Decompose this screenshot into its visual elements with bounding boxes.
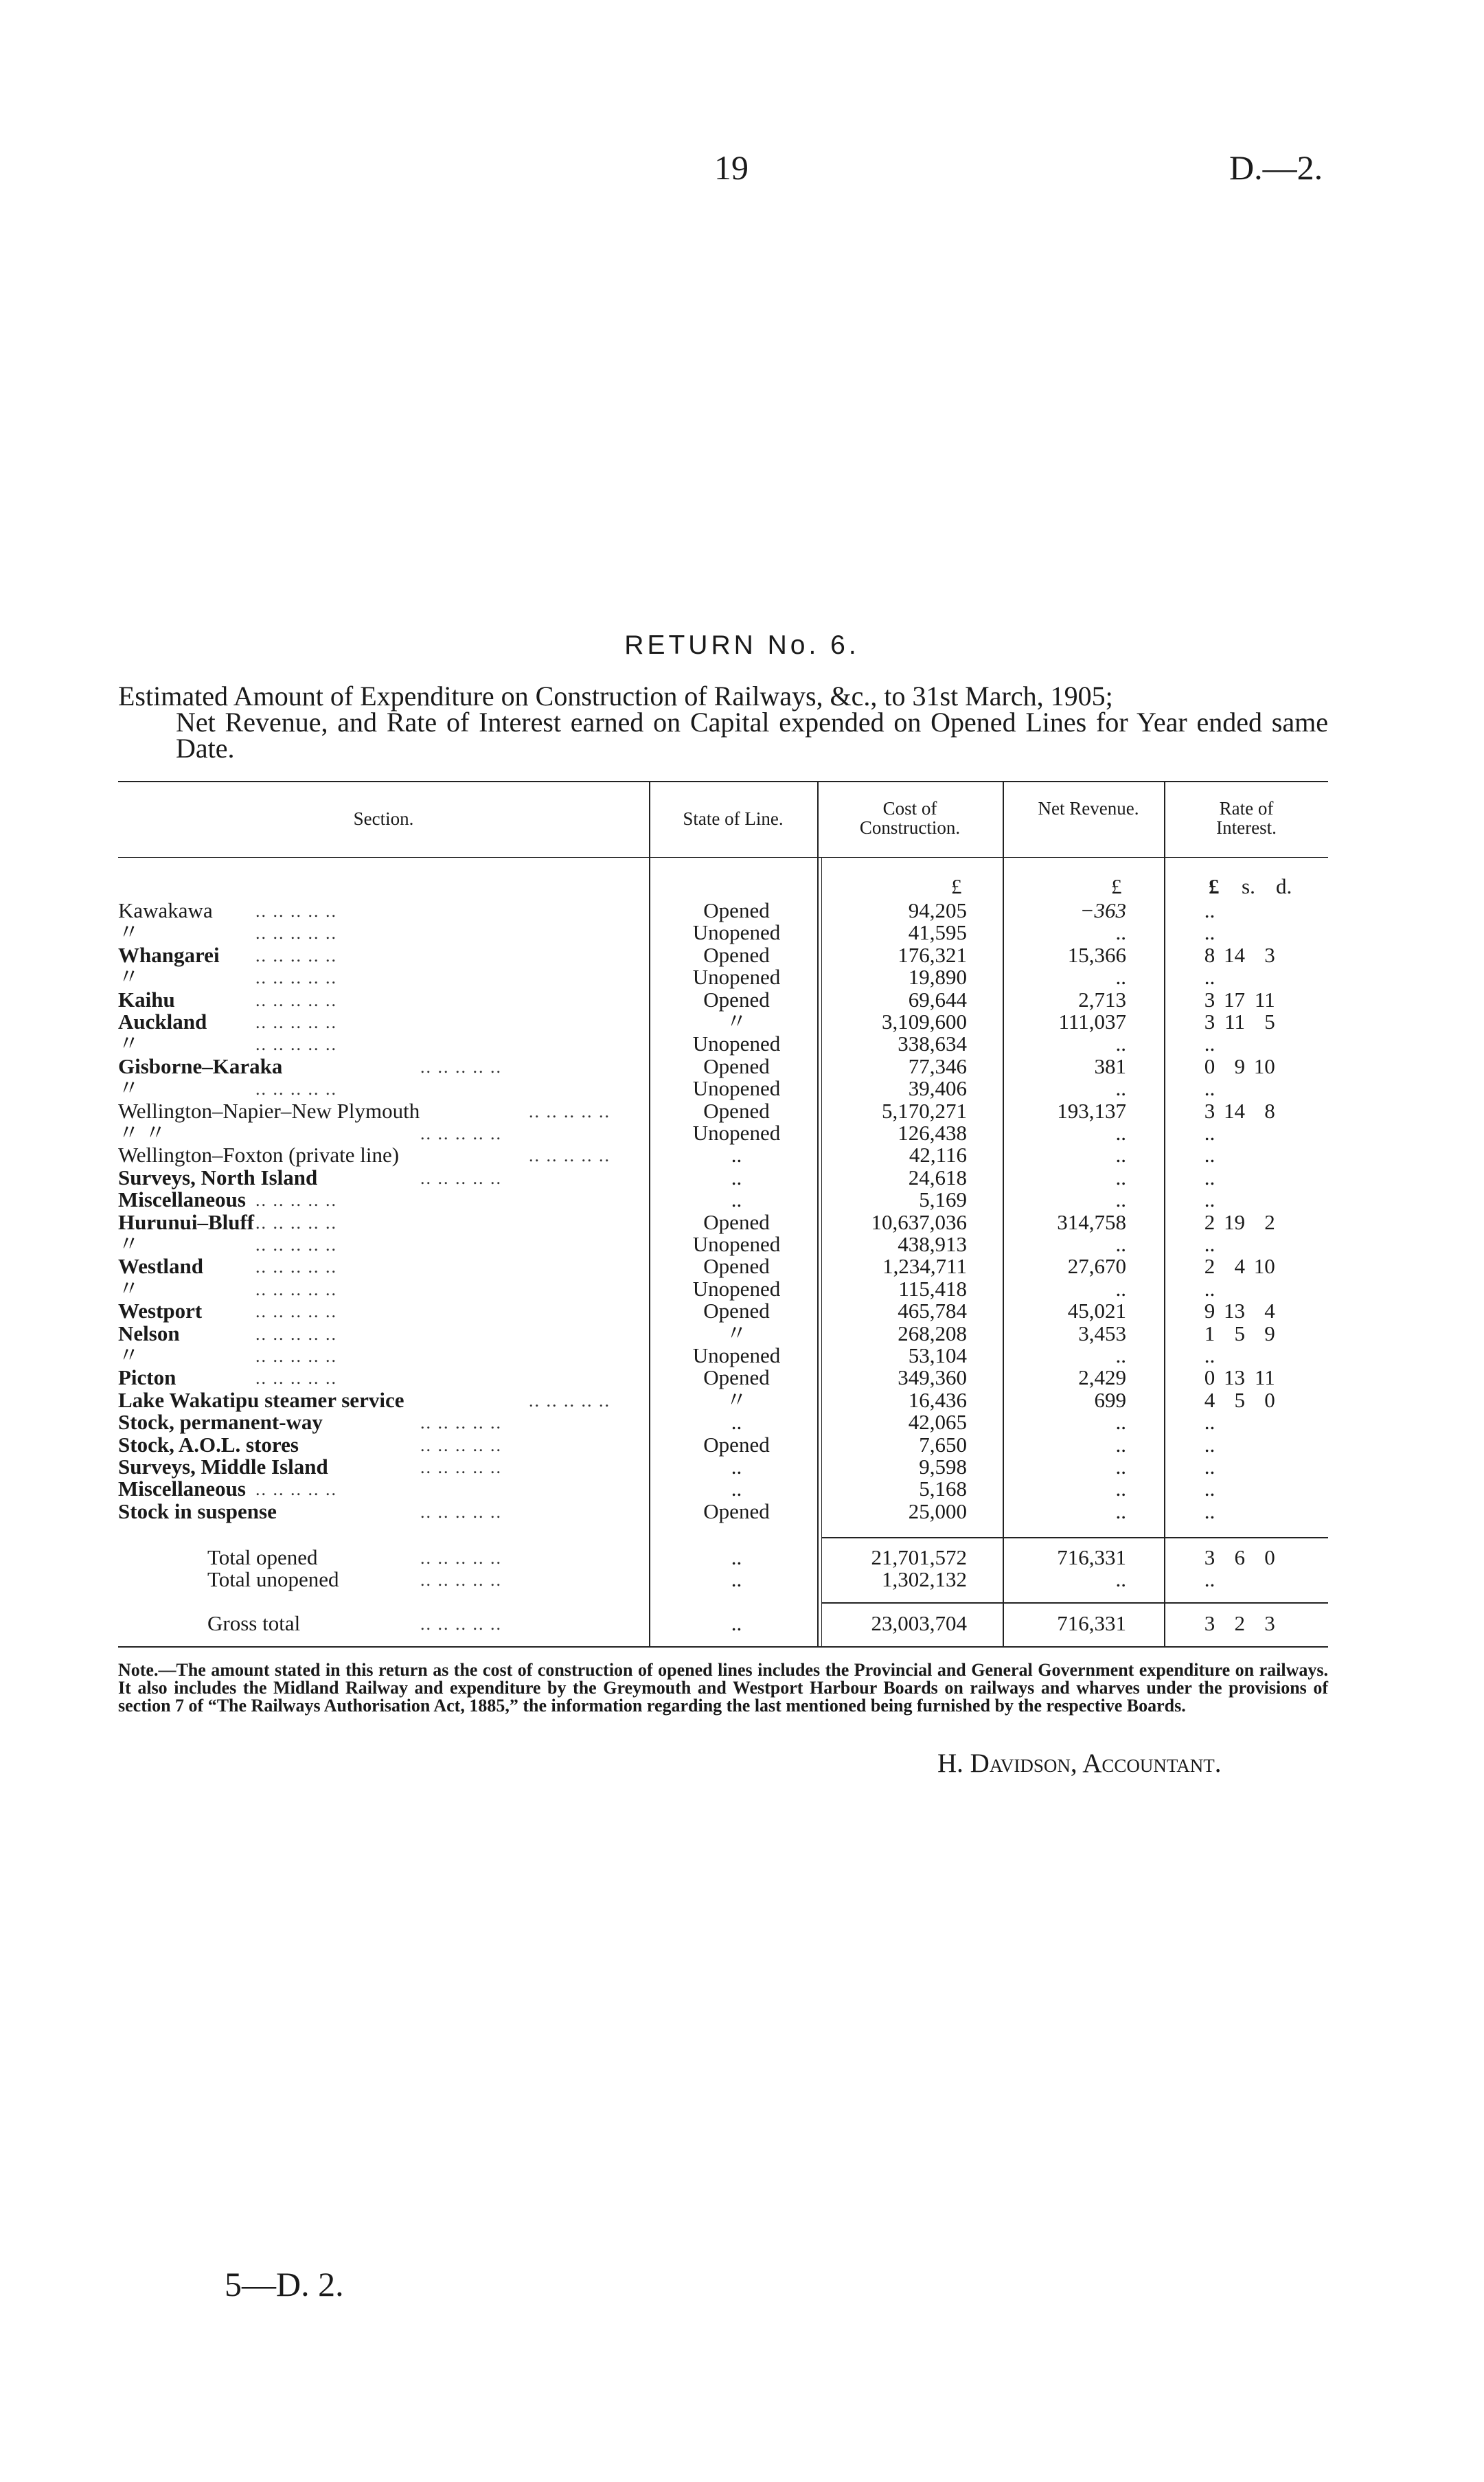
rate-pounds: .. xyxy=(1204,1567,1215,1591)
table-header-bottom-rule xyxy=(118,857,1328,858)
dot-leaders: .. .. .. .. .. xyxy=(255,1324,337,1344)
rate-pence: 4 xyxy=(1264,1299,1275,1323)
rate-pounds: 4 xyxy=(1204,1388,1215,1412)
unit-revenue: £ xyxy=(1111,874,1122,898)
table-row-3-state: Unopened xyxy=(692,965,781,989)
rate-pence: 9 xyxy=(1264,1321,1275,1345)
table-row-26-rate xyxy=(1164,1478,1301,1500)
table-row-25-state: .. xyxy=(731,1455,742,1479)
dot-leaders: .. .. .. .. .. xyxy=(255,1346,337,1366)
table-row-20-cost: 53,104 xyxy=(908,1343,967,1367)
rate-shillings: 2 xyxy=(1234,1611,1245,1635)
table-row-9-section: Wellington–Napier–New Plymouth xyxy=(118,1099,420,1123)
table-row-0-cost: 94,205 xyxy=(908,898,967,922)
rate-pounds: .. xyxy=(1204,965,1215,989)
dot-leaders: .. .. .. .. .. xyxy=(255,1012,337,1032)
totals-row-2-revenue: 716,331 xyxy=(1057,1611,1126,1635)
table-row-17-revenue: .. xyxy=(1115,1277,1126,1301)
dot-leaders: .. .. .. .. .. xyxy=(255,946,337,966)
rate-pounds: .. xyxy=(1204,920,1215,944)
rate-pounds: .. xyxy=(1204,1165,1215,1189)
table-row-18-cost: 465,784 xyxy=(898,1299,967,1323)
rate-pounds: 2 xyxy=(1204,1210,1215,1234)
table-row-16-state: Opened xyxy=(703,1254,770,1278)
table-row-0-state: Opened xyxy=(703,898,770,922)
rate-pounds: .. xyxy=(1204,1187,1215,1211)
note: Note.—The amount stated in this return as the cost of construction of opened lines includes the Provincial and General Government expenditure on railways. It also includes the Midland Railway and expenditure by the Greymouth and Westport Harbour Boards on railways and wharves under the provisions of section 7 of “The Railways Authorisation Act, 1885,” the information regarding the last mentioned being furnished by the respective Boards. xyxy=(118,1660,1328,1716)
rate-pence: 11 xyxy=(1254,1365,1275,1389)
totals-row-0-rate xyxy=(1164,1547,1301,1569)
table-row-14-rate xyxy=(1164,1211,1301,1233)
table-row-5-revenue: 111,037 xyxy=(1058,1010,1126,1034)
table-row-10-cost: 126,438 xyxy=(898,1121,967,1145)
dot-leaders: .. .. .. .. .. xyxy=(420,1502,502,1522)
dot-leaders: .. .. .. .. .. xyxy=(420,1435,502,1455)
table-row-18-section: Westport xyxy=(118,1299,203,1323)
table-row-13-rate xyxy=(1164,1189,1301,1211)
unit-rate-shillings: s. xyxy=(1242,874,1255,898)
table-row-27-state: Opened xyxy=(703,1499,770,1523)
table-row-2-rate xyxy=(1164,944,1301,966)
table-row-27-rate xyxy=(1164,1501,1301,1523)
header-state: State of Line. xyxy=(683,808,784,829)
table-row-12-state: .. xyxy=(731,1165,742,1189)
signature: H. Davidson, Accountant. xyxy=(937,1749,1222,1778)
rate-shillings: 11 xyxy=(1224,1010,1245,1034)
table-row-27-cost: 25,000 xyxy=(908,1499,967,1523)
table-row-21-rate xyxy=(1164,1367,1301,1389)
table-row-11-revenue: .. xyxy=(1115,1143,1126,1167)
table-row-9-state: Opened xyxy=(703,1099,770,1123)
header-rate: Rate of Interest. xyxy=(1216,798,1277,838)
table-row-0-rate xyxy=(1164,900,1301,922)
rate-shillings: 17 xyxy=(1224,988,1245,1012)
table-row-22-section: Lake Wakatipu steamer service xyxy=(118,1388,404,1412)
table-row-3-cost: 19,890 xyxy=(908,965,967,989)
table-row-13-state: .. xyxy=(731,1187,742,1211)
gross-total-rule xyxy=(821,1602,1328,1604)
table-row-16-rate xyxy=(1164,1255,1301,1277)
table-row-19-state: 〃 xyxy=(726,1321,747,1345)
header-cost: Cost of Construction. xyxy=(859,798,961,838)
table-row-20-rate xyxy=(1164,1345,1301,1367)
rate-pounds: 3 xyxy=(1204,988,1215,1012)
table-row-19-rate xyxy=(1164,1323,1301,1345)
table-row-7-section: Gisborne–Karaka xyxy=(118,1054,283,1078)
rate-pence: 3 xyxy=(1264,1611,1275,1635)
table-row-22-cost: 16,436 xyxy=(908,1388,967,1412)
table-row-6-revenue: .. xyxy=(1115,1032,1126,1056)
dot-leaders: .. .. .. .. .. xyxy=(255,1279,337,1299)
table-row-6-cost: 338,634 xyxy=(898,1032,967,1056)
table-row-1-section: 〃 xyxy=(118,920,139,944)
table-row-13-revenue: .. xyxy=(1115,1187,1126,1211)
rate-pounds: 2 xyxy=(1204,1254,1215,1278)
rate-pence: 8 xyxy=(1264,1099,1275,1123)
rate-pounds: 3 xyxy=(1204,1545,1215,1569)
table-row-24-section: Stock, A.O.L. stores xyxy=(118,1433,299,1457)
table-row-23-revenue: .. xyxy=(1115,1410,1126,1434)
table-row-5-section: Auckland xyxy=(118,1010,207,1034)
rate-shillings: 6 xyxy=(1234,1545,1245,1569)
rate-pounds: 8 xyxy=(1204,943,1215,967)
table-row-18-rate xyxy=(1164,1300,1301,1322)
table-row-4-state: Opened xyxy=(703,988,770,1012)
return-heading xyxy=(118,683,1328,762)
table-row-5-state: 〃 xyxy=(726,1010,747,1034)
table-row-14-revenue: 314,758 xyxy=(1057,1210,1126,1234)
table-row-12-revenue: .. xyxy=(1115,1165,1126,1189)
rate-pounds: .. xyxy=(1204,1143,1215,1167)
table-row-13-cost: 5,169 xyxy=(919,1187,967,1211)
rate-pounds: 0 xyxy=(1204,1365,1215,1389)
dot-leaders: .. .. .. .. .. xyxy=(255,968,337,988)
table-row-20-section: 〃 xyxy=(118,1343,139,1367)
table-row-26-section: Miscellaneous xyxy=(118,1477,246,1501)
rate-pence: 10 xyxy=(1253,1054,1275,1078)
table-row-24-cost: 7,650 xyxy=(919,1433,967,1457)
rate-shillings: 4 xyxy=(1234,1254,1245,1278)
dot-leaders: .. .. .. .. .. xyxy=(255,990,337,1010)
table-row-12-cost: 24,618 xyxy=(908,1165,967,1189)
table-row-14-section: Hurunui–Bluff xyxy=(118,1210,255,1234)
table-bottom-rule xyxy=(118,1646,1328,1648)
table-row-7-rate xyxy=(1164,1056,1301,1078)
table-row-27-revenue: .. xyxy=(1115,1499,1126,1523)
table-row-21-cost: 349,360 xyxy=(898,1365,967,1389)
dot-leaders: .. .. .. .. .. xyxy=(420,1614,502,1634)
table-row-4-revenue: 2,713 xyxy=(1078,988,1126,1012)
footer-reference: 5—D. 2. xyxy=(225,2265,344,2303)
table-row-7-state: Opened xyxy=(703,1054,770,1078)
table-row-19-section: Nelson xyxy=(118,1321,180,1345)
table-row-19-revenue: 3,453 xyxy=(1078,1321,1126,1345)
dot-leaders: .. .. .. .. .. xyxy=(420,1570,502,1590)
dot-leaders: .. .. .. .. .. xyxy=(420,1168,502,1188)
dot-leaders: .. .. .. .. .. xyxy=(420,1548,502,1568)
table-row-6-section: 〃 xyxy=(118,1032,139,1056)
totals-row-1-rate xyxy=(1164,1569,1301,1591)
table-row-12-rate xyxy=(1164,1167,1301,1189)
table-row-15-rate xyxy=(1164,1233,1301,1255)
heading-first-line: Estimated Amount of Expenditure on Construction of Railways, &c., to 31st March, 1905; xyxy=(118,681,1113,711)
table-row-1-revenue: .. xyxy=(1115,920,1126,944)
rate-pounds: 0 xyxy=(1204,1054,1215,1078)
table-row-10-rate xyxy=(1164,1122,1301,1144)
table-row-19-cost: 268,208 xyxy=(898,1321,967,1345)
rate-pounds: 1 xyxy=(1204,1321,1215,1345)
table-row-17-rate xyxy=(1164,1278,1301,1300)
table-row-27-section: Stock in suspense xyxy=(118,1499,277,1523)
rate-pounds: .. xyxy=(1204,1410,1215,1434)
table-row-6-state: Unopened xyxy=(692,1032,781,1056)
table-row-2-cost: 176,321 xyxy=(898,943,967,967)
table-row-17-state: Unopened xyxy=(692,1277,781,1301)
rate-pence: 10 xyxy=(1253,1254,1275,1278)
rate-shillings: 5 xyxy=(1234,1388,1245,1412)
table-row-11-rate xyxy=(1164,1144,1301,1166)
rate-shillings: 19 xyxy=(1224,1210,1245,1234)
table-row-10-revenue: .. xyxy=(1115,1121,1126,1145)
dot-leaders: .. .. .. .. .. xyxy=(255,1301,337,1321)
totals-row-0-label: Total opened xyxy=(207,1545,318,1569)
table-row-0-revenue: −363 xyxy=(1080,898,1126,922)
table-row-15-cost: 438,913 xyxy=(898,1232,967,1256)
rate-pounds: .. xyxy=(1204,1499,1215,1523)
dot-leaders: .. .. .. .. .. xyxy=(420,1124,502,1143)
header-revenue: Net Revenue. xyxy=(1038,798,1139,819)
table-row-13-section: Miscellaneous xyxy=(118,1187,246,1211)
rate-shillings: 13 xyxy=(1224,1299,1245,1323)
table-row-21-revenue: 2,429 xyxy=(1078,1365,1126,1389)
dot-leaders: .. .. .. .. .. xyxy=(255,1257,337,1277)
rate-pounds: .. xyxy=(1204,1477,1215,1501)
dot-leaders: .. .. .. .. .. xyxy=(255,1368,337,1388)
heading-rest: Net Revenue, and Rate of Interest earned on Capital expended on Opened Lines for Year ended same Date. xyxy=(176,707,1328,764)
table-row-8-section: 〃 xyxy=(118,1076,139,1100)
table-row-16-cost: 1,234,711 xyxy=(882,1254,967,1278)
table-row-9-rate xyxy=(1164,1100,1301,1122)
table-row-23-section: Stock, permanent-way xyxy=(118,1410,323,1434)
table-row-21-state: Opened xyxy=(703,1365,770,1389)
table-row-0-section: Kawakawa xyxy=(118,898,213,922)
rate-pounds: 3 xyxy=(1204,1099,1215,1123)
table-row-22-revenue: 699 xyxy=(1094,1388,1126,1412)
rate-pounds: .. xyxy=(1204,898,1215,922)
rate-shillings: 9 xyxy=(1234,1054,1245,1078)
table-row-24-state: Opened xyxy=(703,1433,770,1457)
dot-leaders: .. .. .. .. .. xyxy=(255,923,337,943)
table-row-23-state: .. xyxy=(731,1410,742,1434)
totals-row-2-cost: 23,003,704 xyxy=(871,1611,967,1635)
table-row-26-revenue: .. xyxy=(1115,1477,1126,1501)
table-row-8-cost: 39,406 xyxy=(908,1076,967,1100)
totals-row-0-cost: 21,701,572 xyxy=(871,1545,967,1569)
rate-pounds: 3 xyxy=(1204,1611,1215,1635)
table-row-7-revenue: 381 xyxy=(1094,1054,1126,1078)
dot-leaders: .. .. .. .. .. xyxy=(255,1235,337,1255)
dot-leaders: .. .. .. .. .. xyxy=(529,1146,610,1165)
table-row-8-rate xyxy=(1164,1078,1301,1100)
table-row-20-state: Unopened xyxy=(692,1343,781,1367)
table-row-25-revenue: .. xyxy=(1115,1455,1126,1479)
table-row-15-revenue: .. xyxy=(1115,1232,1126,1256)
table-row-9-revenue: 193,137 xyxy=(1057,1099,1126,1123)
totals-row-1-label: Total unopened xyxy=(207,1567,339,1591)
dot-leaders: .. .. .. .. .. xyxy=(255,1034,337,1054)
table-row-14-state: Opened xyxy=(703,1210,770,1234)
table-row-15-section: 〃 xyxy=(118,1232,139,1256)
table-row-11-state: .. xyxy=(731,1143,742,1167)
return-title: RETURN No. 6. xyxy=(624,630,860,660)
rate-pence: 0 xyxy=(1264,1388,1275,1412)
table-row-22-rate xyxy=(1164,1389,1301,1411)
dot-leaders: .. .. .. .. .. xyxy=(420,1413,502,1433)
table-row-24-revenue: .. xyxy=(1115,1433,1126,1457)
rate-pence: 2 xyxy=(1264,1210,1275,1234)
table-row-7-cost: 77,346 xyxy=(908,1054,967,1078)
table-row-3-section: 〃 xyxy=(118,965,139,989)
dot-leaders: .. .. .. .. .. xyxy=(420,1057,502,1077)
document-reference: D.—2. xyxy=(1229,148,1323,187)
table-row-24-rate xyxy=(1164,1434,1301,1456)
table-row-20-revenue: .. xyxy=(1115,1343,1126,1367)
table-row-3-rate xyxy=(1164,966,1301,988)
unit-cost: £ xyxy=(951,874,962,898)
table-row-16-section: Westland xyxy=(118,1254,204,1278)
table-row-25-rate xyxy=(1164,1456,1301,1478)
table-top-rule xyxy=(118,781,1328,782)
table-row-11-cost: 42,116 xyxy=(909,1143,967,1167)
table-row-23-rate xyxy=(1164,1411,1301,1433)
table-row-12-section: Surveys, North Island xyxy=(118,1165,318,1189)
table-row-10-section: 〃 〃 xyxy=(118,1121,166,1145)
table-row-25-cost: 9,598 xyxy=(919,1455,967,1479)
table-row-5-rate xyxy=(1164,1011,1301,1033)
table-row-9-cost: 5,170,271 xyxy=(882,1099,967,1123)
dot-leaders: .. .. .. .. .. xyxy=(529,1391,610,1411)
rate-pounds: .. xyxy=(1204,1232,1215,1256)
table-row-4-cost: 69,644 xyxy=(908,988,967,1012)
table-row-26-state: .. xyxy=(731,1477,742,1501)
header-section: Section. xyxy=(353,808,414,829)
totals-top-rule xyxy=(821,1537,1328,1538)
table-row-8-revenue: .. xyxy=(1115,1076,1126,1100)
totals-row-1-cost: 1,302,132 xyxy=(882,1567,967,1591)
table-row-18-revenue: 45,021 xyxy=(1067,1299,1126,1323)
table-row-17-cost: 115,418 xyxy=(898,1277,967,1301)
rate-pounds: .. xyxy=(1204,1076,1215,1100)
table-row-21-section: Picton xyxy=(118,1365,176,1389)
table-row-18-state: Opened xyxy=(703,1299,770,1323)
rate-pence: 3 xyxy=(1264,943,1275,967)
unit-rate-pence: d. xyxy=(1276,874,1292,898)
rate-pence: 0 xyxy=(1264,1545,1275,1569)
dot-leaders: .. .. .. .. .. xyxy=(255,1079,337,1099)
totals-row-2-label: Gross total xyxy=(207,1611,301,1635)
table-row-2-state: Opened xyxy=(703,943,770,967)
table-row-23-cost: 42,065 xyxy=(908,1410,967,1434)
table-row-14-cost: 10,637,036 xyxy=(871,1210,967,1234)
totals-row-2-rate xyxy=(1164,1613,1301,1635)
table-row-1-state: Unopened xyxy=(692,920,781,944)
table-row-17-section: 〃 xyxy=(118,1277,139,1301)
totals-row-1-revenue: .. xyxy=(1115,1567,1126,1591)
table-row-6-rate xyxy=(1164,1033,1301,1055)
table-row-1-rate xyxy=(1164,922,1301,944)
rate-shillings: 14 xyxy=(1224,943,1245,967)
rate-pounds: .. xyxy=(1204,1032,1215,1056)
table-row-3-revenue: .. xyxy=(1115,965,1126,989)
table-row-1-cost: 41,595 xyxy=(908,920,967,944)
table-row-10-state: Unopened xyxy=(692,1121,781,1145)
totals-row-0-state: .. xyxy=(731,1545,742,1569)
table-row-8-state: Unopened xyxy=(692,1076,781,1100)
table-row-2-section: Whangarei xyxy=(118,943,220,967)
dot-leaders: .. .. .. .. .. xyxy=(255,1213,337,1233)
rate-pounds: .. xyxy=(1204,1121,1215,1145)
table-row-4-rate xyxy=(1164,989,1301,1011)
rate-pounds: .. xyxy=(1204,1433,1215,1457)
rate-shillings: 14 xyxy=(1224,1099,1245,1123)
table-row-5-cost: 3,109,600 xyxy=(882,1010,967,1034)
unit-rate-pounds: £ xyxy=(1209,874,1220,898)
page-number: 19 xyxy=(714,148,749,187)
table-row-25-section: Surveys, Middle Island xyxy=(118,1455,328,1479)
rate-shillings: 13 xyxy=(1224,1365,1245,1389)
dot-leaders: .. .. .. .. .. xyxy=(529,1102,610,1122)
dot-leaders: .. .. .. .. .. xyxy=(420,1457,502,1477)
rate-pounds: 3 xyxy=(1204,1010,1215,1034)
totals-row-2-state: .. xyxy=(731,1611,742,1635)
table-row-2-revenue: 15,366 xyxy=(1067,943,1126,967)
table-row-22-state: 〃 xyxy=(726,1388,747,1412)
table-row-4-section: Kaihu xyxy=(118,988,175,1012)
dot-leaders: .. .. .. .. .. xyxy=(255,901,337,921)
rate-pounds: .. xyxy=(1204,1343,1215,1367)
rate-pounds: .. xyxy=(1204,1455,1215,1479)
rate-pence: 5 xyxy=(1264,1010,1275,1034)
rate-shillings: 5 xyxy=(1234,1321,1245,1345)
rate-pounds: 9 xyxy=(1204,1299,1215,1323)
rate-pence: 11 xyxy=(1254,988,1275,1012)
table-row-26-cost: 5,168 xyxy=(919,1477,967,1501)
totals-row-0-revenue: 716,331 xyxy=(1057,1545,1126,1569)
totals-row-1-state: .. xyxy=(731,1567,742,1591)
dot-leaders: .. .. .. .. .. xyxy=(255,1479,337,1499)
dot-leaders: .. .. .. .. .. xyxy=(255,1190,337,1210)
table-row-15-state: Unopened xyxy=(692,1232,781,1256)
table-row-16-revenue: 27,670 xyxy=(1067,1254,1126,1278)
table-row-11-section: Wellington–Foxton (private line) xyxy=(118,1143,400,1167)
rate-pounds: .. xyxy=(1204,1277,1215,1301)
